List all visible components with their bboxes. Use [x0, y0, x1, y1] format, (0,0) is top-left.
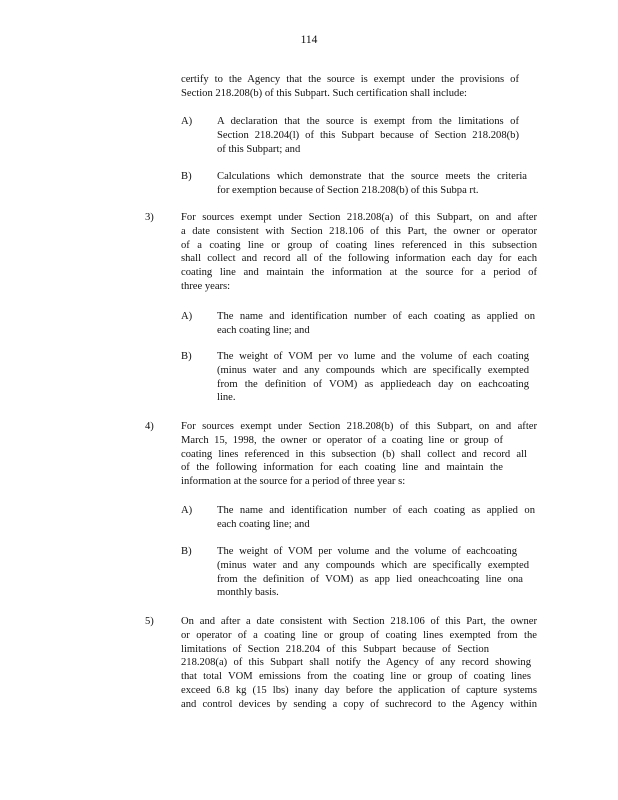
text-line: from the definition of VOM) as appliedeach day on eachcoating	[217, 378, 529, 390]
text-line: from the definition of VOM) as app lied oneachcoating line ona	[217, 573, 523, 585]
text-line: The name and identification number of each coating as applied on	[217, 505, 535, 516]
text-line: that total VOM emissions from the coating line or group of coating lines	[181, 671, 531, 683]
text-line: Section 218.208(b) of this Subpart. Such certification shall include:	[181, 87, 467, 99]
text-line: coating lines referenced in this subsection (b) shall collect and record all	[181, 448, 527, 460]
item-3-paragraph	[181, 211, 537, 294]
list-marker: 4)	[145, 421, 154, 432]
list-item-text	[217, 310, 535, 338]
text-line: exceed 6.8 kg (15 lbs) inany day before the application of capture systems	[181, 684, 537, 696]
text-line: March 15, 1998, the owner or operator of a coating line or group of	[181, 434, 503, 446]
text-line: line.	[217, 392, 236, 404]
text-line: The weight of VOM per vo lume and the volume of each coating	[217, 351, 529, 362]
text-line: Section 218.204(l) of this Subpart because of Section 218.208(b)	[217, 129, 519, 141]
item-5-paragraph	[181, 615, 537, 712]
list-marker: B)	[181, 351, 192, 362]
text-line: for exemption because of Section 218.208(b) of this Subpa rt.	[217, 184, 479, 196]
text-line: A declaration that the source is exempt from the limitations of	[217, 116, 519, 127]
list-marker: A)	[181, 116, 193, 127]
text-line: For sources exempt under Section 218.208(a) of this Subpart, on and after	[181, 212, 537, 223]
text-line: (minus water and any compounds which are specifically exempted	[217, 559, 529, 571]
text-line: each coating line; and	[217, 324, 310, 336]
text-line: (minus water and any compounds which are specifically exempted	[217, 364, 529, 376]
text-line: On and after a date consistent with Section 218.106 of this Part, the owner	[181, 616, 537, 627]
text-line: Calculations which demonstrate that the source meets the criteria	[217, 171, 527, 182]
list-marker: A)	[181, 311, 193, 322]
item-4-paragraph	[181, 420, 537, 489]
text-line: certify to the Agency that the source is exempt under the provisions of	[181, 74, 519, 85]
list-marker: A)	[181, 505, 193, 516]
list-item-text	[217, 545, 529, 600]
text-line: each coating line; and	[217, 518, 310, 530]
list-marker: 3)	[145, 212, 154, 223]
text-line: of the following information for each coating line and maintain the	[181, 462, 503, 474]
text-line: or operator of a coating line or group of coating lines exempted from the	[181, 629, 537, 641]
text-line: The weight of VOM per volume and the volume of eachcoating	[217, 546, 517, 557]
text-line: The name and identification number of each coating as applied on	[217, 311, 535, 322]
text-line: information at the source for a period of three year s:	[181, 476, 406, 488]
list-item-text	[217, 350, 529, 405]
list-marker: 5)	[145, 616, 154, 627]
list-item-text	[217, 115, 519, 156]
text-line: For sources exempt under Section 218.208(b) of this Subpart, on and after	[181, 421, 537, 432]
text-line: limitations of Section 218.204 of this Subpart because of Section	[181, 643, 489, 655]
text-line: shall collect and record all of the following information each day for each	[181, 253, 537, 265]
list-item-text	[217, 170, 527, 198]
text-line: and control devices by sending a copy of suchrecord to the Agency within	[181, 698, 537, 710]
list-marker: B)	[181, 546, 192, 557]
text-line: coating line and maintain the information at the source for a period of	[181, 267, 537, 279]
text-line: of a coating line or group of coating lines referenced in this subsection	[181, 239, 537, 251]
intro-paragraph	[181, 73, 519, 101]
text-line: 218.208(a) of this Subpart shall notify the Agency of any record showing	[181, 657, 531, 669]
text-line: a date consistent with Section 218.106 of this Part, the owner or operator	[181, 225, 537, 237]
list-item-text	[217, 504, 535, 532]
text-line: monthly basis.	[217, 587, 279, 599]
list-marker: B)	[181, 171, 192, 182]
text-line: three years:	[181, 280, 231, 292]
text-line: of this Subpart; and	[217, 143, 301, 155]
page-number: 114	[300, 34, 318, 46]
